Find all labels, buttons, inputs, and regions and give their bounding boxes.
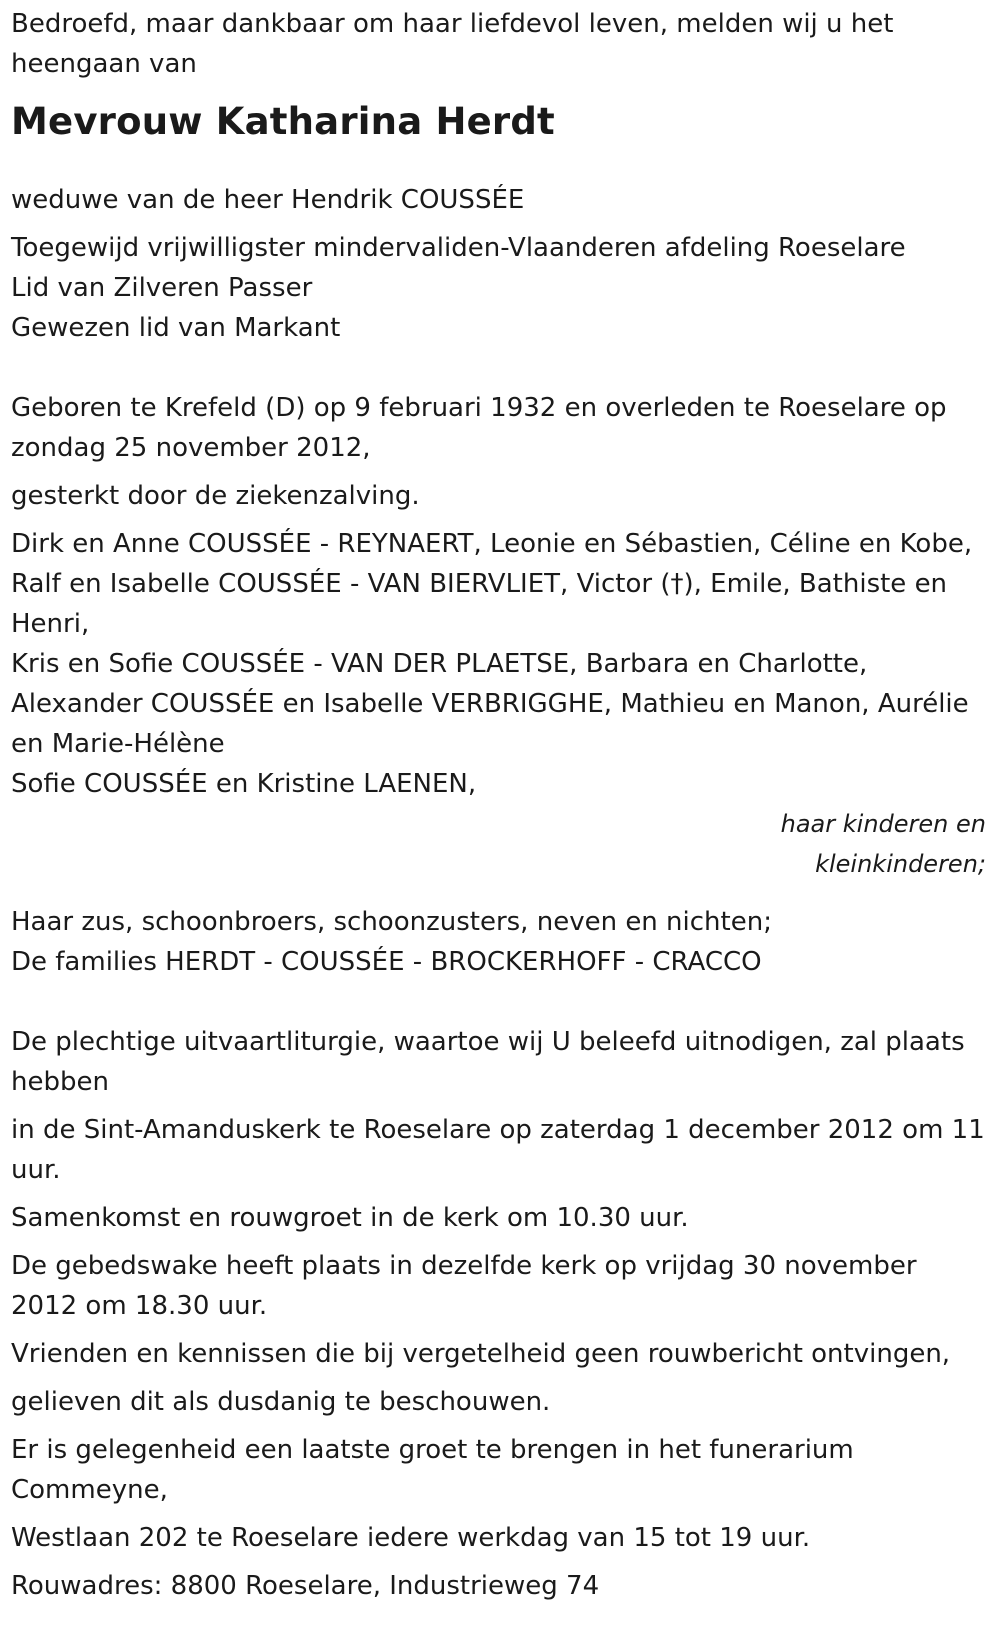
role-line-2: Lid van Zilveren Passer [11,273,313,303]
visitation-line-1: Er is gelegenheid een laatste groet te brengen in het funerarium [11,1435,854,1465]
vigil-line-1: De gebedswake heeft plaats in dezelfde kerk op vrijdag 30 november [11,1251,917,1281]
relatives-line-2: De families HERDT - COUSSÉE - BROCKERHOFF - CRACCO [11,947,762,977]
family-line-6: en Marie-Hélène [11,729,225,759]
role-line-3: Gewezen lid van Markant [11,313,341,343]
funeral-line-2: hebben [11,1067,109,1097]
funeral-line-1: De plechtige uitvaartliturgie, waartoe wij U beleefd uitnodigen, zal plaats [11,1027,965,1057]
role-line-1: Toegewijd vrijwilligster mindervaliden-Vlaanderen afdeling Roeselare [11,233,906,263]
intro-line-2: heengaan van [11,49,197,79]
address-line: Rouwadres: 8800 Roeselare, Industrieweg 74 [11,1571,600,1601]
friends-line-1: Vrienden en kennissen die bij vergetelheid geen rouwbericht ontvingen, [11,1339,951,1369]
children-label-line-2: kleinkinderen; [815,850,986,878]
visitation-line-2: Commeyne, [11,1475,168,1505]
funeral-line-4: uur. [11,1155,61,1185]
family-line-3: Henri, [11,609,90,639]
friends-line-2: gelieven dit als dusdanig te beschouwen. [11,1387,551,1417]
birth-line-2: zondag 25 november 2012, [11,433,371,463]
relatives-line-1: Haar zus, schoonbroers, schoonzusters, neven en nichten; [11,907,772,937]
obituary-document [11,4,996,1606]
visitation-line-3: Westlaan 202 te Roeselare iedere werkdag van 15 tot 19 uur. [11,1523,811,1553]
family-line-5: Alexander COUSSÉE en Isabelle VERBRIGGHE, Mathieu en Manon, Aurélie [11,689,969,719]
intro-line-1: Bedroefd, maar dankbaar om haar liefdevol leven, melden wij u het [11,9,894,39]
deceased-name: Mevrouw Katharina Herdt [11,100,555,143]
children-label [11,804,986,884]
strengthened-line: gesterkt door de ziekenzalving. [11,481,420,511]
funeral-line-3: in de Sint-Amanduskerk te Roeselare op zaterdag 1 december 2012 om 11 [11,1115,985,1145]
family-line-2: Ralf en Isabelle COUSSÉE - VAN BIERVLIET, Victor (†), Emile, Bathiste en [11,569,948,599]
children-label-line-1: haar kinderen en [780,810,986,838]
family-line-1: Dirk en Anne COUSSÉE - REYNAERT, Leonie en Sébastien, Céline en Kobe, [11,529,973,559]
vigil-line-2: 2012 om 18.30 uur. [11,1291,268,1321]
gathering-line: Samenkomst en rouwgroet in de kerk om 10.30 uur. [11,1203,689,1233]
family-line-4: Kris en Sofie COUSSÉE - VAN DER PLAETSE, Barbara en Charlotte, [11,649,868,679]
birth-line-1: Geboren te Krefeld (D) op 9 februari 1932 en overleden te Roeselare op [11,393,947,423]
widow-of-line: weduwe van de heer Hendrik COUSSÉE [11,185,525,215]
family-line-7: Sofie COUSSÉE en Kristine LAENEN, [11,769,477,799]
